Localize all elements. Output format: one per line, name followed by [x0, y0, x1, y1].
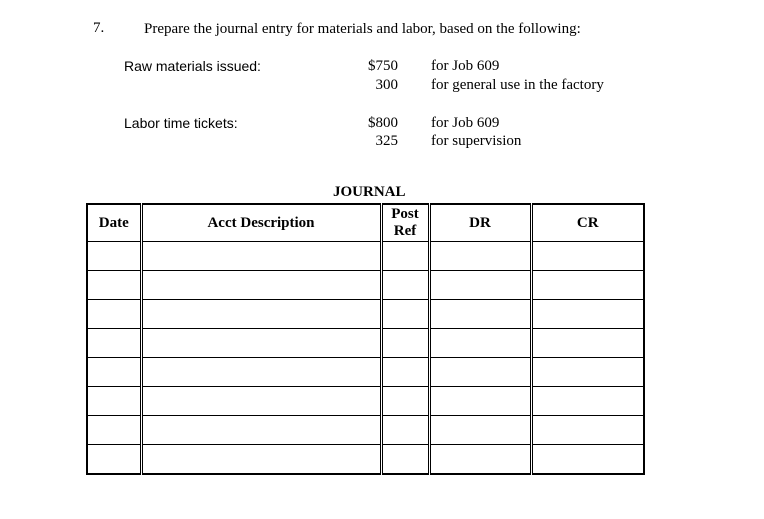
acct-description-cell[interactable] — [141, 329, 381, 358]
raw-materials-amount-1: $750 — [368, 58, 398, 74]
journal-row — [87, 387, 644, 416]
dr-cell[interactable] — [429, 271, 531, 300]
dr-cell[interactable] — [429, 242, 531, 271]
post-ref-header-line1: Post — [391, 206, 419, 222]
dr-cell[interactable] — [429, 358, 531, 387]
post-ref-cell[interactable] — [381, 358, 429, 387]
cr-cell[interactable] — [531, 416, 644, 445]
acct-description-cell[interactable] — [141, 416, 381, 445]
cr-cell[interactable] — [531, 329, 644, 358]
acct-description-cell[interactable] — [141, 445, 381, 475]
dr-cell[interactable] — [429, 387, 531, 416]
acct-description-cell[interactable] — [141, 271, 381, 300]
journal-title: JOURNAL — [333, 184, 406, 200]
post-ref-header-line2: Ref — [393, 223, 417, 239]
acct-description-header: Acct Description — [141, 204, 381, 242]
date-cell[interactable] — [87, 387, 141, 416]
raw-materials-label: Raw materials issued: — [124, 58, 261, 74]
acct-description-cell[interactable] — [141, 242, 381, 271]
journal-row — [87, 445, 644, 475]
post-ref-cell[interactable] — [381, 445, 429, 475]
cr-cell[interactable] — [531, 445, 644, 475]
labor-amount-1: $800 — [368, 115, 398, 131]
cr-cell[interactable] — [531, 300, 644, 329]
date-cell[interactable] — [87, 242, 141, 271]
cr-cell[interactable] — [531, 387, 644, 416]
date-cell[interactable] — [87, 445, 141, 475]
post-ref-cell[interactable] — [381, 242, 429, 271]
cr-cell[interactable] — [531, 271, 644, 300]
journal-row — [87, 358, 644, 387]
acct-description-cell[interactable] — [141, 358, 381, 387]
journal-row — [87, 416, 644, 445]
labor-desc-1: for Job 609 — [431, 115, 500, 131]
cr-cell[interactable] — [531, 358, 644, 387]
journal-row — [87, 329, 644, 358]
journal-header-row — [87, 204, 644, 242]
post-ref-cell[interactable] — [381, 329, 429, 358]
date-cell[interactable] — [87, 416, 141, 445]
labor-label: Labor time tickets: — [124, 115, 238, 131]
dr-cell[interactable] — [429, 329, 531, 358]
raw-materials-desc-2: for general use in the factory — [431, 77, 604, 93]
dr-header: DR — [429, 204, 531, 242]
date-cell[interactable] — [87, 329, 141, 358]
labor-amount-2: 325 — [375, 133, 398, 149]
date-header: Date — [87, 204, 141, 242]
date-cell[interactable] — [87, 358, 141, 387]
post-ref-cell[interactable] — [381, 387, 429, 416]
dr-cell[interactable] — [429, 445, 531, 475]
post-ref-cell[interactable] — [381, 300, 429, 329]
question-text: Prepare the journal entry for materials and labor, based on the following: — [144, 21, 581, 37]
journal-row — [87, 242, 644, 271]
raw-materials-desc-1: for Job 609 — [431, 58, 500, 74]
date-cell[interactable] — [87, 300, 141, 329]
cr-header: CR — [531, 204, 644, 242]
post-ref-cell[interactable] — [381, 416, 429, 445]
post-ref-cell[interactable] — [381, 271, 429, 300]
raw-materials-amount-2: 300 — [375, 77, 398, 93]
dr-cell[interactable] — [429, 300, 531, 329]
question-number: 7. — [93, 20, 105, 36]
journal-table — [86, 203, 645, 475]
date-cell[interactable] — [87, 271, 141, 300]
journal-row — [87, 300, 644, 329]
acct-description-cell[interactable] — [141, 300, 381, 329]
cr-cell[interactable] — [531, 242, 644, 271]
dr-cell[interactable] — [429, 416, 531, 445]
acct-description-cell[interactable] — [141, 387, 381, 416]
journal-row — [87, 271, 644, 300]
post-ref-header — [381, 204, 429, 242]
labor-desc-2: for supervision — [431, 133, 522, 149]
